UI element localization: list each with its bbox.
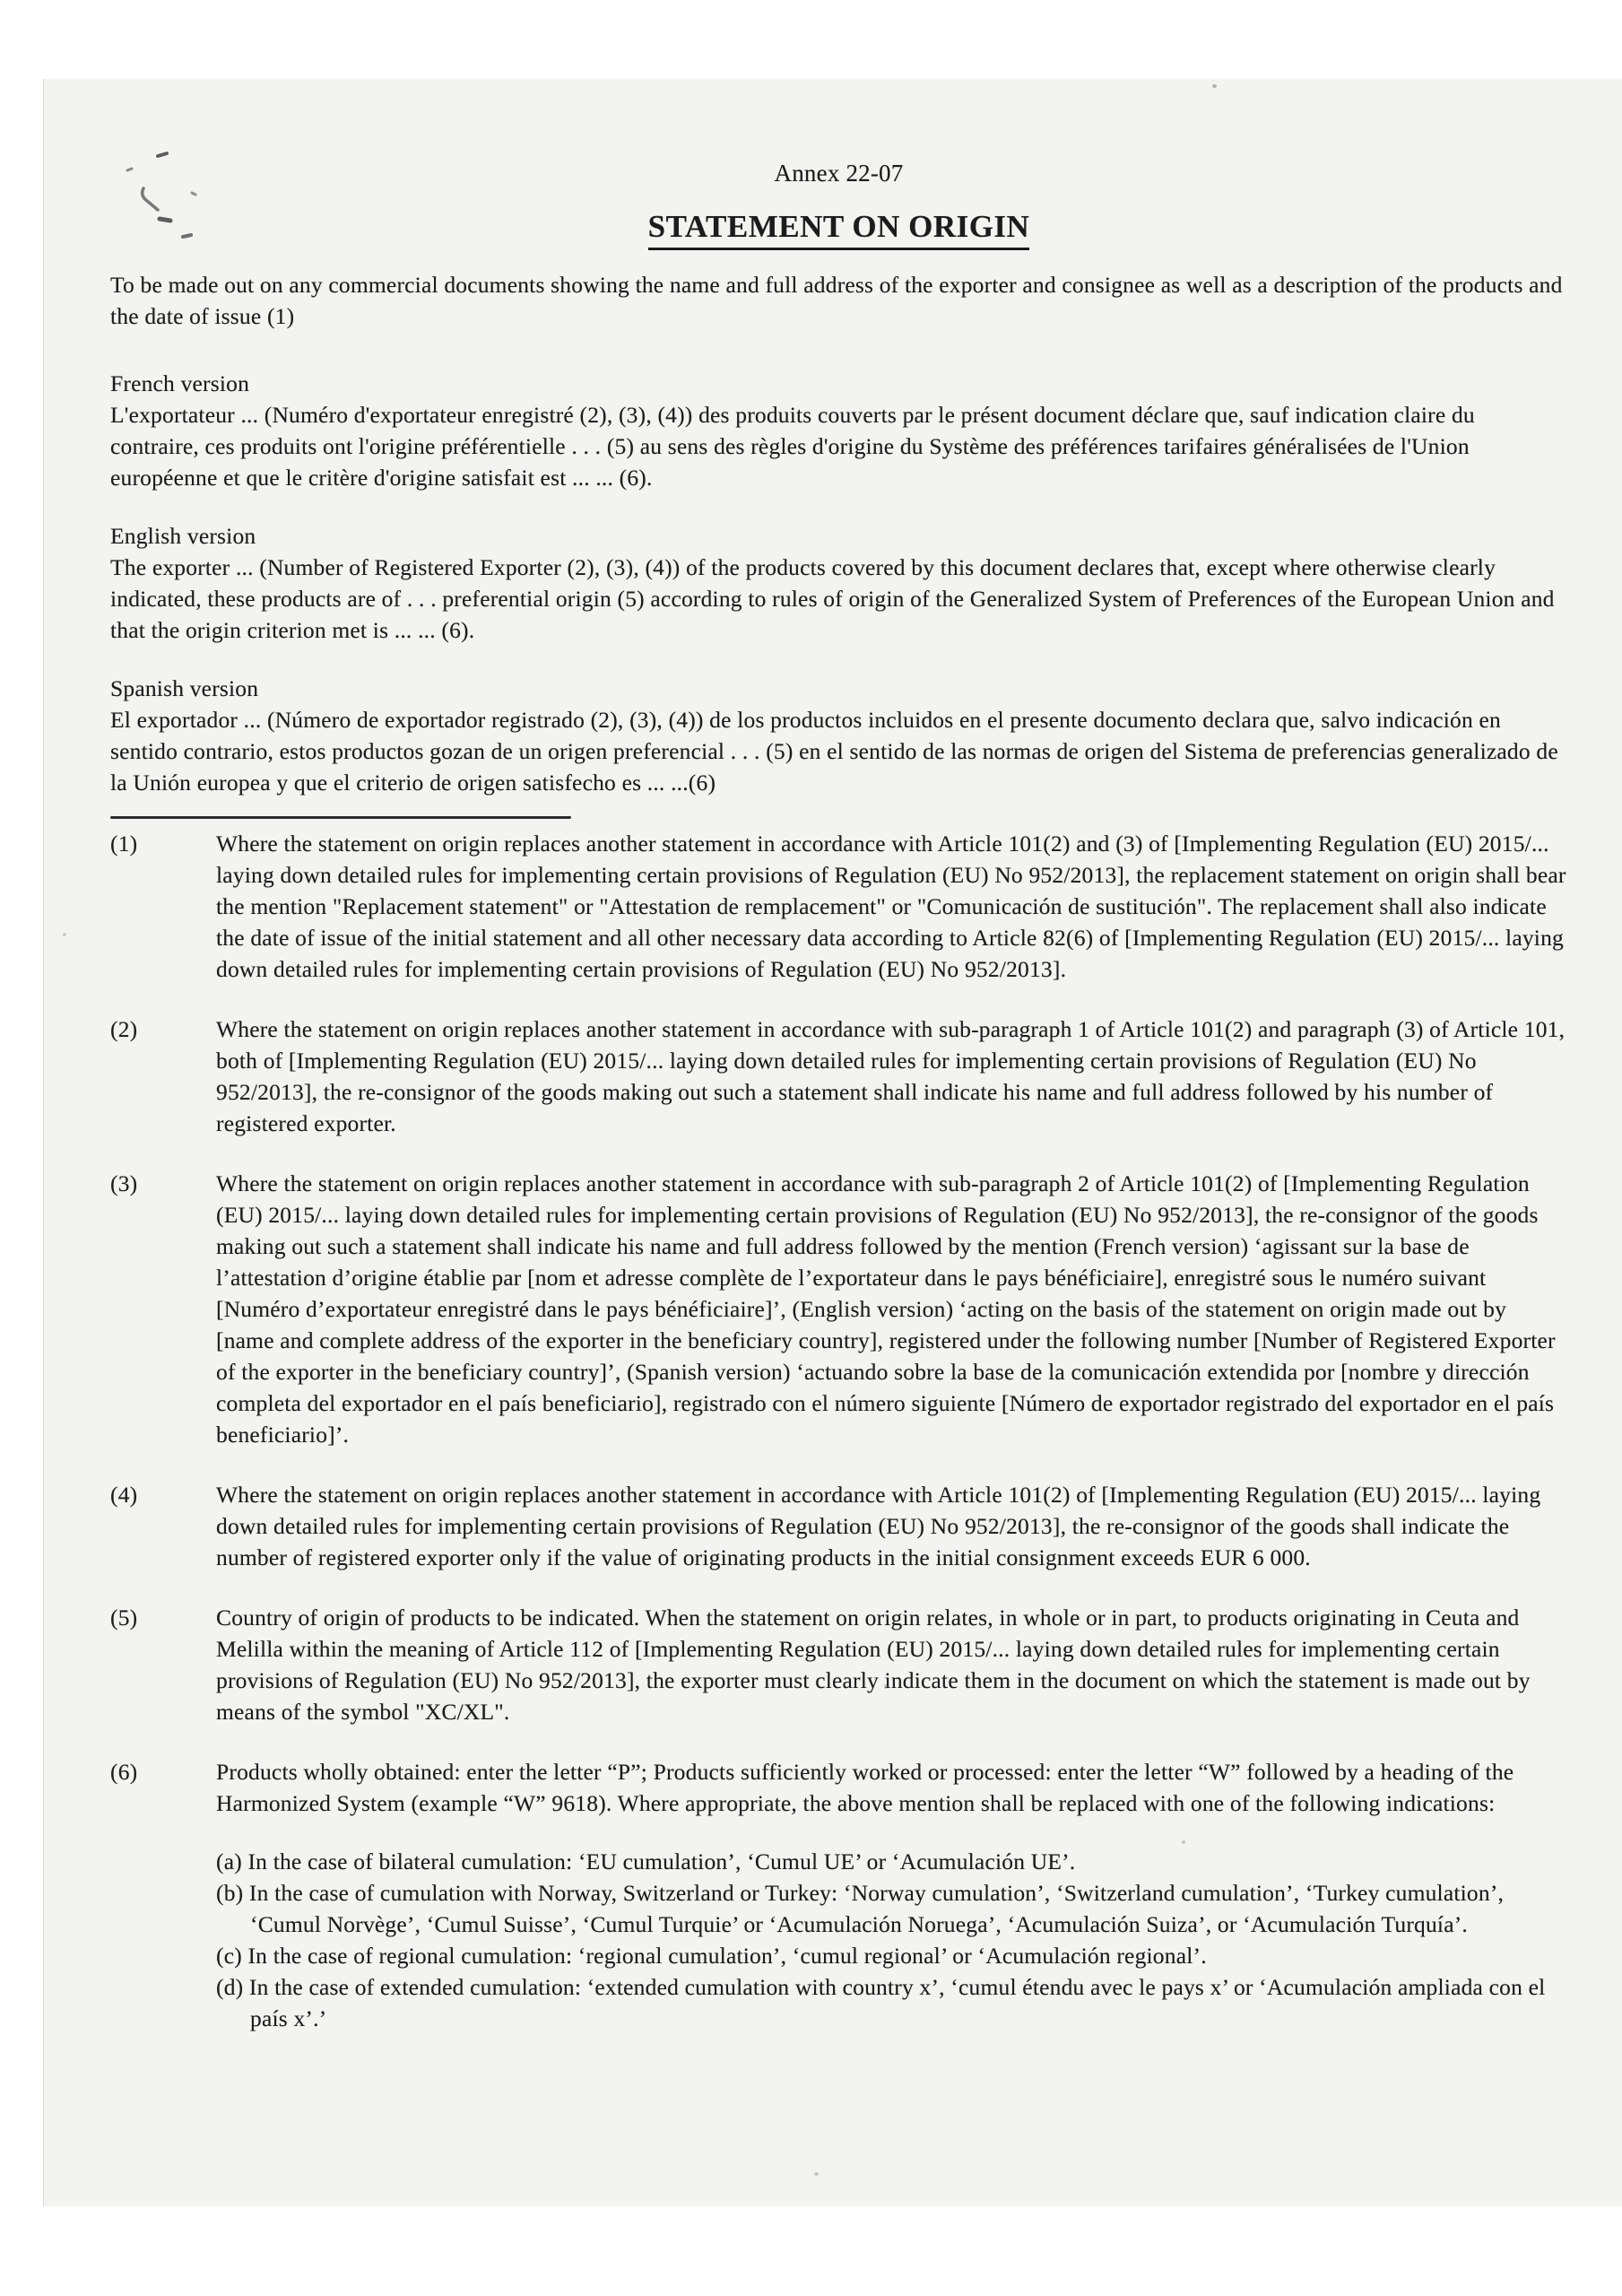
french-version-label: French version	[110, 370, 250, 396]
footnote-1-number: (1)	[110, 831, 138, 857]
footnote-1	[110, 828, 1567, 985]
footnote-3-number: (3)	[110, 1170, 138, 1196]
footnote-6-item-d: (d) In the case of extended cumulation: ‘extended cumulation with country x’, ‘cumul étendu avec le pays x’ or ‘Acumulación ampliada con el país x’.’	[216, 1974, 1546, 2031]
footnote-3-text: Where the statement on origin replaces another statement in accordance with sub-paragraph 2 of Article 101(2) of [Implementing Regulation (EU) 2015/... laying down detailed rules for implementing certain provisions of Regulation (EU) No 952/2013], the re-consignor of the goods making out such a statement shall indicate his name and full address followed by the mention (French version) ‘agissant sur la base de l’attestation d’origine établie par [nom et adresse complète de l’exportateur dans le pays bénéficiaire], enregistré sous le numéro suivant [Numéro d’exportateur enregistré dans le pays bénéficiaire]’, (English version) ‘acting on the basis of the statement on origin made out by [name and complete address of the exporter in the beneficiary country], registered under the following number [Number of Registered Exporter of the exporter in the beneficiary country]’, (Spanish version) ‘actuando sobre la base de la comunicación extendida por [nombre y dirección completa del exportador en el país beneficiario], registrado con el número siguiente [Número de exportador registrado del exportador en el país beneficiario]’.	[216, 1170, 1556, 1448]
footnote-2-text: Where the statement on origin replaces another statement in accordance with sub-paragraph 1 of Article 101(2) and paragraph (3) of Article 101, both of [Implementing Regulation (EU) 2015/... laying down detailed rules for implementing certain provisions of Regulation (EU) No 952/2013], the re-consignor of the goods making out such a statement shall indicate his name and full address followed by his number of registered exporter.	[216, 1016, 1566, 1136]
footnote-4-number: (4)	[110, 1482, 138, 1508]
footnote-6	[110, 1756, 1567, 2034]
footnote-separator-rule	[110, 816, 571, 819]
footnote-6-item-b: (b) In the case of cumulation with Norway, Switzerland or Turkey: ‘Norway cumulation’, ‘Switzerland cumulation’, ‘Turkey cumulation’, ‘Cumul Norvège’, ‘Cumul Suisse’, ‘Cumul Turquie’ or ‘Acumulación Noruega’, ‘Acumulación Suiza’, or ‘Acumulación Turquía’.	[216, 1880, 1505, 1937]
footnote-3	[110, 1168, 1567, 1450]
footnote-5	[110, 1602, 1567, 1727]
footnote-6-items	[216, 1846, 1567, 2034]
footnote-6-number: (6)	[110, 1759, 138, 1785]
spanish-version-section	[110, 673, 1567, 798]
footnote-2-number: (2)	[110, 1016, 138, 1042]
english-version-section	[110, 520, 1567, 646]
footnote-6-item-c: (c) In the case of regional cumulation: ‘regional cumulation’, ‘cumul regional’ or ‘Acumulación regional’.	[216, 1943, 1207, 1969]
footnote-5-text: Country of origin of products to be indicated. When the statement on origin relates, in whole or in part, to products originating in Ceuta and Melilla within the meaning of Article 112 of [Implementing Regulation (EU) 2015/... laying down detailed rules for implementing certain provisions of Regulation (EU) No 952/2013], the exporter must clearly indicate them in the document on which the statement is made out by means of the symbol "XC/XL".	[216, 1605, 1531, 1725]
english-version-text: The exporter ... (Number of Registered Exporter (2), (3), (4)) of the products covered by this document declares that, except where otherwise clearly indicated, these products are of . . . preferential origin (5) according to rules of origin of the Generalized System of Preferences of the European Union and that the origin criterion met is ... ... (6).	[110, 554, 1555, 643]
footnote-6-text: Products wholly obtained: enter the letter “P”; Products sufficiently worked or processed: enter the letter “W” followed by a heading of the Harmonized System (example “W” 9618). Where appropriate, the above mention shall be replaced with one of the following indications:	[216, 1759, 1514, 1816]
footnote-4-text: Where the statement on origin replaces another statement in accordance with Article 101(2) of [Implementing Regulation (EU) 2015/... laying down detailed rules for implementing certain provisions of Regulation (EU) No 952/2013], the re-consignor of the goods shall indicate the number of registered exporter only if the value of originating products in the initial consignment exceeds EUR 6 000.	[216, 1482, 1541, 1570]
footnote-6-body	[216, 1756, 1567, 2034]
footnote-2	[110, 1013, 1567, 1139]
footnote-1-text: Where the statement on origin replaces another statement in accordance with Article 101(2) and (3) of [Implementing Regulation (EU) 2015/... laying down detailed rules for implementing certain provisions of Regulation (EU) No 952/2013], the replacement statement on origin shall bear the mention "Replacement statement" or "Attestation de remplacement" or "Comunicación de sustitución". The replacement shall also indicate the date of issue of the initial statement and all other necessary data according to Article 82(6) of [Implementing Regulation (EU) 2015/... laying down detailed rules for implementing certain provisions of Regulation (EU) No 952/2013].	[216, 831, 1566, 982]
footnote-6-item-a: (a) In the case of bilateral cumulation: ‘EU cumulation’, ‘Cumul UE’ or ‘Acumulación UE’.	[216, 1848, 1076, 1874]
scanned-paper	[43, 79, 1622, 2206]
footnote-5-number: (5)	[110, 1605, 138, 1631]
footnote-4	[110, 1479, 1567, 1573]
document-content	[44, 79, 1622, 2034]
footnotes-section	[110, 828, 1567, 2034]
page-title-text: STATEMENT ON ORIGIN	[648, 209, 1030, 250]
english-version-label: English version	[110, 523, 256, 549]
intro-paragraph: To be made out on any commercial documents showing the name and full address of the exporter and consignee as well as a description of the products and the date of issue (1)	[110, 272, 1563, 329]
spanish-version-label: Spanish version	[110, 675, 259, 701]
spanish-version-text: El exportador ... (Número de exportador registrado (2), (3), (4)) de los productos incluidos en el presente documento declara que, salvo indicación en sentido contrario, estos productos gozan de un origen preferencial . . . (5) en el sentido de las normas de origen del Sistema de preferencias generalizado de la Unión europea y que el criterio de origen satisfecho es ... ...(6)	[110, 707, 1558, 796]
french-version-section	[110, 368, 1567, 493]
page-title	[110, 211, 1567, 242]
annex-label: Annex 22-07	[774, 160, 904, 187]
french-version-text: L'exportateur ... (Numéro d'exportateur enregistré (2), (3), (4)) des produits couverts par le présent document déclare que, sauf indication claire du contraire, ces produits ont l'origine préférentielle . . . (5) au sens des règles d'origine du Système des préférences tarifaires généralisées de l'Union européenne et que le critère d'origine satisfait est ... ... (6).	[110, 402, 1475, 491]
